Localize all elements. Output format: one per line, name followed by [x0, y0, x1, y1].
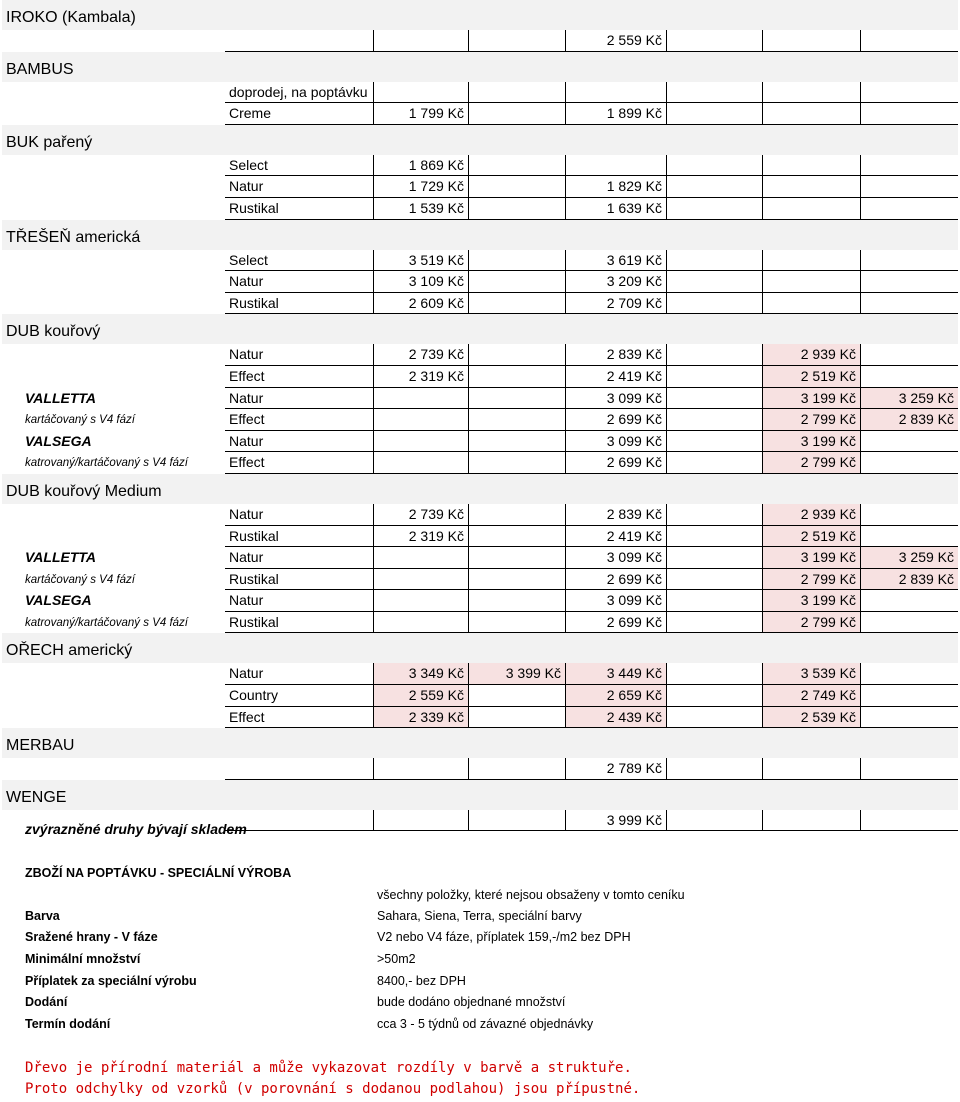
disclaimer	[25, 1058, 640, 1100]
price-cell: 2 519 Kč	[762, 526, 860, 548]
price-cell: 2 789 Kč	[565, 758, 666, 780]
price-cell	[860, 176, 958, 198]
price-cell	[565, 82, 666, 104]
price-cell	[666, 547, 762, 569]
price-cell: 2 539 Kč	[762, 707, 860, 729]
price-cell: 2 939 Kč	[762, 504, 860, 526]
product-line-name: VALSEGA	[25, 432, 92, 449]
price-cell	[860, 250, 958, 272]
price-cell	[762, 155, 860, 177]
price-cell	[565, 155, 666, 177]
price-row	[0, 547, 960, 569]
price-cell: 3 109 Kč	[373, 271, 468, 293]
spec-key: Příplatek za speciální výrobu	[25, 974, 197, 988]
price-cell	[762, 103, 860, 125]
price-cell	[860, 758, 958, 780]
price-cell	[762, 198, 860, 220]
price-cell	[468, 590, 565, 612]
group-header	[0, 633, 960, 663]
price-cell	[468, 103, 565, 125]
grade-cell: Effect	[225, 452, 373, 474]
price-cell: 2 709 Kč	[565, 293, 666, 315]
price-cell: 1 899 Kč	[565, 103, 666, 125]
price-cell: 3 099 Kč	[565, 431, 666, 453]
price-cell: 3 199 Kč	[762, 590, 860, 612]
grade-cell: Creme	[225, 103, 373, 125]
price-cell	[666, 685, 762, 707]
price-cell	[666, 409, 762, 431]
price-cell	[373, 547, 468, 569]
price-row	[0, 707, 960, 729]
price-cell	[762, 293, 860, 315]
grade-cell: Effect	[225, 366, 373, 388]
price-cell	[468, 82, 565, 104]
price-cell	[666, 155, 762, 177]
price-cell: 2 559 Kč	[373, 685, 468, 707]
price-cell	[373, 82, 468, 104]
price-cell	[373, 409, 468, 431]
group-header	[0, 780, 960, 810]
price-cell	[762, 176, 860, 198]
wood-species-name: BAMBUS	[6, 60, 74, 78]
price-cell: 2 699 Kč	[565, 612, 666, 634]
price-cell	[468, 155, 565, 177]
price-cell	[468, 526, 565, 548]
disclaimer-line-1: Dřevo je přírodní materiál a může vykazovat rozdíly v barvě a struktuře.	[25, 1060, 632, 1076]
price-cell	[468, 452, 565, 474]
product-line-detail: katrovaný/kartáčovaný s V4 fází	[25, 616, 188, 629]
product-line-detail: kartáčovaný s V4 fází	[25, 573, 135, 586]
price-row	[0, 758, 960, 780]
grade-cell	[225, 30, 373, 52]
price-cell: 2 799 Kč	[762, 452, 860, 474]
price-cell	[468, 810, 565, 832]
price-row	[0, 293, 960, 315]
group-header	[0, 314, 960, 344]
product-line-name: VALLETTA	[25, 549, 97, 566]
price-row	[0, 663, 960, 685]
spec-value: Sahara, Siena, Terra, speciální barvy	[377, 909, 582, 923]
price-cell	[373, 810, 468, 832]
price-cell	[373, 758, 468, 780]
spec-key: Minimální množství	[25, 952, 141, 966]
price-cell: 2 839 Kč	[565, 504, 666, 526]
group-header-band	[2, 220, 958, 250]
grade-cell: Effect	[225, 707, 373, 729]
product-line-name: VALLETTA	[25, 389, 97, 406]
price-cell: 2 699 Kč	[565, 409, 666, 431]
price-cell	[468, 569, 565, 591]
grade-cell: Natur	[225, 388, 373, 410]
spec-row-delivery	[0, 995, 960, 1015]
price-cell	[373, 431, 468, 453]
price-cell: 2 339 Kč	[373, 707, 468, 729]
grade-cell: Select	[225, 250, 373, 272]
price-row	[0, 569, 960, 591]
spec-key: Sražené hrany - V fáze	[25, 930, 158, 944]
spec-key: Termín dodání	[25, 1017, 111, 1031]
price-cell: 2 609 Kč	[373, 293, 468, 315]
price-cell	[468, 344, 565, 366]
price-cell	[373, 30, 468, 52]
price-cell: 1 869 Kč	[373, 155, 468, 177]
price-cell	[468, 612, 565, 634]
grade-cell: Natur	[225, 176, 373, 198]
price-row	[0, 504, 960, 526]
wood-species-name: BUK pařený	[6, 133, 93, 151]
grade-cell: Rustikal	[225, 569, 373, 591]
price-cell: 2 419 Kč	[565, 366, 666, 388]
price-cell	[373, 388, 468, 410]
price-cell	[468, 30, 565, 52]
group-header-band	[2, 52, 958, 82]
price-row	[0, 366, 960, 388]
product-line-detail: kartáčovaný s V4 fází	[25, 414, 135, 427]
price-cell	[762, 30, 860, 52]
price-cell: 3 199 Kč	[762, 388, 860, 410]
price-cell	[666, 758, 762, 780]
price-cell: 3 349 Kč	[373, 663, 468, 685]
price-cell	[468, 250, 565, 272]
price-cell	[468, 409, 565, 431]
spec-key: Dodání	[25, 995, 68, 1009]
price-cell	[666, 271, 762, 293]
price-cell	[860, 452, 958, 474]
price-row	[0, 250, 960, 272]
price-cell	[666, 176, 762, 198]
grade-cell: Select	[225, 155, 373, 177]
price-cell: 2 739 Kč	[373, 504, 468, 526]
price-row	[0, 82, 960, 104]
wood-species-name: WENGE	[6, 788, 67, 806]
group-header-band	[2, 728, 958, 758]
price-cell	[666, 526, 762, 548]
price-cell	[373, 590, 468, 612]
price-cell	[468, 504, 565, 526]
price-cell	[373, 569, 468, 591]
price-cell: 3 999 Kč	[565, 810, 666, 832]
price-cell: 3 199 Kč	[762, 431, 860, 453]
group-header-band	[2, 633, 958, 663]
spec-row-surcharge	[0, 974, 960, 994]
price-cell: 2 749 Kč	[762, 685, 860, 707]
price-cell	[666, 82, 762, 104]
price-cell	[860, 810, 958, 832]
price-cell: 3 209 Kč	[565, 271, 666, 293]
grade-cell: Rustikal	[225, 612, 373, 634]
price-cell	[860, 526, 958, 548]
price-cell	[860, 431, 958, 453]
price-cell	[860, 271, 958, 293]
price-cell	[860, 707, 958, 729]
price-row	[0, 388, 960, 410]
price-cell	[860, 155, 958, 177]
price-row	[0, 30, 960, 52]
price-cell: 2 839 Kč	[860, 409, 958, 431]
price-cell: 1 799 Kč	[373, 103, 468, 125]
spec-value: cca 3 - 5 týdnů od závazné objednávky	[377, 1017, 594, 1031]
grade-cell: Country	[225, 685, 373, 707]
price-cell: 3 259 Kč	[860, 547, 958, 569]
grade-cell: Rustikal	[225, 526, 373, 548]
price-cell: 3 099 Kč	[565, 547, 666, 569]
price-cell	[468, 388, 565, 410]
spec-row-delivery-time	[0, 1017, 960, 1037]
price-cell	[860, 504, 958, 526]
price-cell: 3 099 Kč	[565, 590, 666, 612]
disclaimer-line-2: Proto odchylky od vzorků (v porovnání s dodanou podlahou) jsou přípustné.	[25, 1081, 641, 1097]
price-row	[0, 685, 960, 707]
wood-species-name: OŘECH americký	[6, 642, 133, 660]
price-cell	[468, 176, 565, 198]
wood-species-name: TŘEŠEŇ americká	[6, 228, 141, 246]
spec-value: 8400,- bez DPH	[377, 974, 466, 988]
grade-cell: doprodej, na poptávku	[225, 82, 373, 104]
special-order-title: ZBOŽÍ NA POPTÁVKU - SPECIÁLNÍ VÝROBA	[25, 866, 292, 880]
price-cell	[666, 504, 762, 526]
price-cell: 2 319 Kč	[373, 366, 468, 388]
price-cell	[666, 198, 762, 220]
price-cell	[666, 103, 762, 125]
price-cell: 3 519 Kč	[373, 250, 468, 272]
spec-value: >50m2	[377, 952, 416, 966]
grade-cell: Natur	[225, 431, 373, 453]
grade-cell: Rustikal	[225, 293, 373, 315]
price-cell: 2 799 Kč	[762, 612, 860, 634]
grade-cell: Natur	[225, 590, 373, 612]
price-cell	[468, 685, 565, 707]
price-cell	[666, 250, 762, 272]
price-cell: 1 539 Kč	[373, 198, 468, 220]
price-cell	[666, 810, 762, 832]
price-cell	[860, 103, 958, 125]
price-cell: 1 639 Kč	[565, 198, 666, 220]
group-header	[0, 125, 960, 155]
price-cell	[468, 431, 565, 453]
price-cell	[468, 758, 565, 780]
price-cell	[666, 366, 762, 388]
group-header	[0, 474, 960, 504]
price-cell: 2 659 Kč	[565, 685, 666, 707]
spec-key: Barva	[25, 909, 60, 923]
price-row	[0, 176, 960, 198]
price-cell: 2 799 Kč	[762, 409, 860, 431]
group-header	[0, 728, 960, 758]
price-cell: 1 729 Kč	[373, 176, 468, 198]
price-row	[0, 198, 960, 220]
price-cell	[860, 344, 958, 366]
grade-cell	[225, 758, 373, 780]
group-header	[0, 52, 960, 82]
price-cell	[860, 30, 958, 52]
spec-value: bude dodáno objednané množství	[377, 995, 566, 1009]
price-cell: 3 199 Kč	[762, 547, 860, 569]
group-header-band	[2, 0, 958, 30]
price-cell	[860, 82, 958, 104]
price-cell: 2 419 Kč	[565, 526, 666, 548]
price-cell: 3 099 Kč	[565, 388, 666, 410]
price-cell	[666, 569, 762, 591]
price-cell: 2 699 Kč	[565, 452, 666, 474]
product-line-name: VALSEGA	[25, 592, 92, 609]
group-header	[0, 220, 960, 250]
special-order-intro: všechny položky, které nejsou obsaženy v tomto ceníku	[377, 888, 685, 902]
price-cell: 2 519 Kč	[762, 366, 860, 388]
price-cell	[666, 30, 762, 52]
grade-cell: Rustikal	[225, 198, 373, 220]
price-cell: 2 839 Kč	[565, 344, 666, 366]
wood-species-name: IROKO (Kambala)	[6, 9, 136, 26]
price-cell	[860, 198, 958, 220]
price-row	[0, 452, 960, 474]
group-header	[0, 0, 960, 30]
price-cell	[762, 82, 860, 104]
price-row	[0, 612, 960, 634]
price-row	[0, 103, 960, 125]
spec-value: V2 nebo V4 fáze, příplatek 159,-/m2 bez DPH	[377, 930, 631, 944]
price-cell	[468, 271, 565, 293]
price-row	[0, 155, 960, 177]
price-cell	[373, 452, 468, 474]
price-cell	[666, 452, 762, 474]
grade-cell: Natur	[225, 504, 373, 526]
price-cell	[860, 663, 958, 685]
price-cell: 2 939 Kč	[762, 344, 860, 366]
group-header-band	[2, 780, 958, 810]
price-cell: 3 399 Kč	[468, 663, 565, 685]
price-row	[0, 344, 960, 366]
price-cell	[860, 590, 958, 612]
price-row	[0, 590, 960, 612]
price-cell: 2 799 Kč	[762, 569, 860, 591]
spec-row-color	[0, 909, 960, 929]
price-cell	[860, 293, 958, 315]
grade-cell	[225, 810, 373, 832]
price-cell	[666, 431, 762, 453]
stock-note: zvýrazněné druhy bývají skladem	[25, 821, 247, 837]
price-cell	[762, 250, 860, 272]
spec-row-minimum	[0, 952, 960, 972]
price-cell	[373, 612, 468, 634]
group-header-band	[2, 125, 958, 155]
price-row	[0, 271, 960, 293]
grade-cell: Natur	[225, 547, 373, 569]
price-cell	[762, 758, 860, 780]
price-cell	[860, 612, 958, 634]
price-cell: 2 439 Kč	[565, 707, 666, 729]
price-row	[0, 431, 960, 453]
price-cell	[468, 366, 565, 388]
price-cell	[468, 198, 565, 220]
price-cell	[860, 685, 958, 707]
price-cell: 3 449 Kč	[565, 663, 666, 685]
price-cell: 3 619 Kč	[565, 250, 666, 272]
price-cell	[666, 344, 762, 366]
price-cell	[666, 707, 762, 729]
price-cell	[666, 388, 762, 410]
wood-species-name: DUB kouřový	[6, 323, 101, 341]
price-cell	[666, 612, 762, 634]
price-cell: 2 739 Kč	[373, 344, 468, 366]
price-cell	[468, 547, 565, 569]
grade-cell: Natur	[225, 663, 373, 685]
grade-cell: Natur	[225, 271, 373, 293]
price-cell	[666, 590, 762, 612]
wood-species-name: MERBAU	[6, 737, 75, 755]
group-header-band	[2, 314, 958, 344]
price-cell: 2 699 Kč	[565, 569, 666, 591]
price-cell	[762, 810, 860, 832]
price-row	[0, 409, 960, 431]
price-cell	[468, 707, 565, 729]
price-row	[0, 526, 960, 548]
price-cell: 2 559 Kč	[565, 30, 666, 52]
product-line-detail: katrovaný/kartáčovaný s V4 fází	[25, 457, 188, 470]
spec-row-edges	[0, 930, 960, 950]
price-cell: 3 539 Kč	[762, 663, 860, 685]
grade-cell: Effect	[225, 409, 373, 431]
price-cell	[666, 293, 762, 315]
price-cell: 2 839 Kč	[860, 569, 958, 591]
price-cell	[468, 293, 565, 315]
price-cell	[860, 366, 958, 388]
wood-species-name: DUB kouřový Medium	[6, 482, 162, 500]
grade-cell: Natur	[225, 344, 373, 366]
price-cell	[762, 271, 860, 293]
price-cell: 3 259 Kč	[860, 388, 958, 410]
price-cell: 2 319 Kč	[373, 526, 468, 548]
price-cell: 1 829 Kč	[565, 176, 666, 198]
price-cell	[666, 663, 762, 685]
